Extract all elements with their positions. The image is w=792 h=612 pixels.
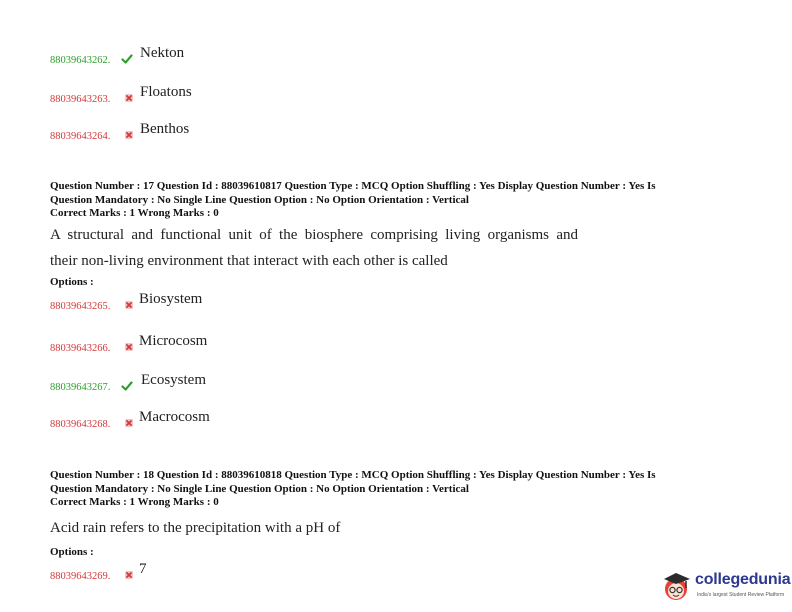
check-mark-icon bbox=[121, 53, 133, 65]
question-meta-line: Question Mandatory : No Single Line Question Option : No Option Orientation : Vertical bbox=[50, 193, 469, 206]
option-text: 7 bbox=[139, 561, 147, 577]
cross-mark-icon bbox=[123, 417, 135, 429]
collegedunia-logo bbox=[661, 568, 791, 606]
question-meta-line: Question Number : 18 Question Id : 88039610818 Question Type : MCQ Option Shuffling : Yes Display Question Number : Yes Is bbox=[50, 469, 656, 481]
option-id: 88039643263. bbox=[50, 94, 111, 105]
question-17-meta bbox=[50, 180, 750, 221]
question-marks: Correct Marks : 1 Wrong Marks : 0 bbox=[50, 496, 219, 508]
question-18-meta bbox=[50, 469, 750, 510]
option-id: 88039643265. bbox=[50, 301, 111, 312]
option-text: Microcosm bbox=[139, 333, 208, 349]
option-text: Ecosystem bbox=[141, 372, 206, 388]
question-marks: Correct Marks : 1 Wrong Marks : 0 bbox=[50, 207, 219, 219]
check-mark-icon bbox=[121, 380, 133, 392]
option-id: 88039643268. bbox=[50, 419, 111, 430]
logo-wordmark: collegedunia bbox=[695, 571, 791, 588]
question-17-text-line-2: their non-living environment that interact with each other is called bbox=[50, 253, 448, 269]
graduate-mascot-icon bbox=[661, 570, 693, 609]
cross-mark-icon bbox=[123, 92, 135, 104]
options-label: Options : bbox=[50, 276, 94, 288]
option-text: Nekton bbox=[140, 45, 185, 61]
options-label: Options : bbox=[50, 546, 94, 558]
cross-mark-icon bbox=[123, 299, 135, 311]
option-text: Floatons bbox=[140, 84, 192, 100]
option-id: 88039643267. bbox=[50, 382, 111, 393]
option-id: 88039643266. bbox=[50, 343, 111, 354]
option-text: Macrocosm bbox=[139, 409, 210, 425]
logo-tagline: India's largest Student Review Platform bbox=[697, 592, 785, 598]
option-id: 88039643264. bbox=[50, 131, 111, 142]
option-id: 88039643262. bbox=[50, 55, 111, 66]
option-text: Biosystem bbox=[139, 291, 203, 307]
question-meta-line: Question Number : 17 Question Id : 88039610817 Question Type : MCQ Option Shuffling : Yes Display Question Number : Yes Is bbox=[50, 180, 656, 192]
question-meta-line: Question Mandatory : No Single Line Question Option : No Option Orientation : Vertical bbox=[50, 482, 469, 495]
cross-mark-icon bbox=[123, 129, 135, 141]
question-18-text: Acid rain refers to the precipitation with a pH of bbox=[50, 520, 341, 536]
option-text: Benthos bbox=[140, 121, 190, 137]
question-17-text-line-1: A structural and functional unit of the biosphere comprising living organisms and bbox=[50, 227, 578, 243]
cross-mark-icon bbox=[123, 341, 135, 353]
cross-mark-icon bbox=[123, 569, 135, 581]
option-id: 88039643269. bbox=[50, 571, 111, 582]
